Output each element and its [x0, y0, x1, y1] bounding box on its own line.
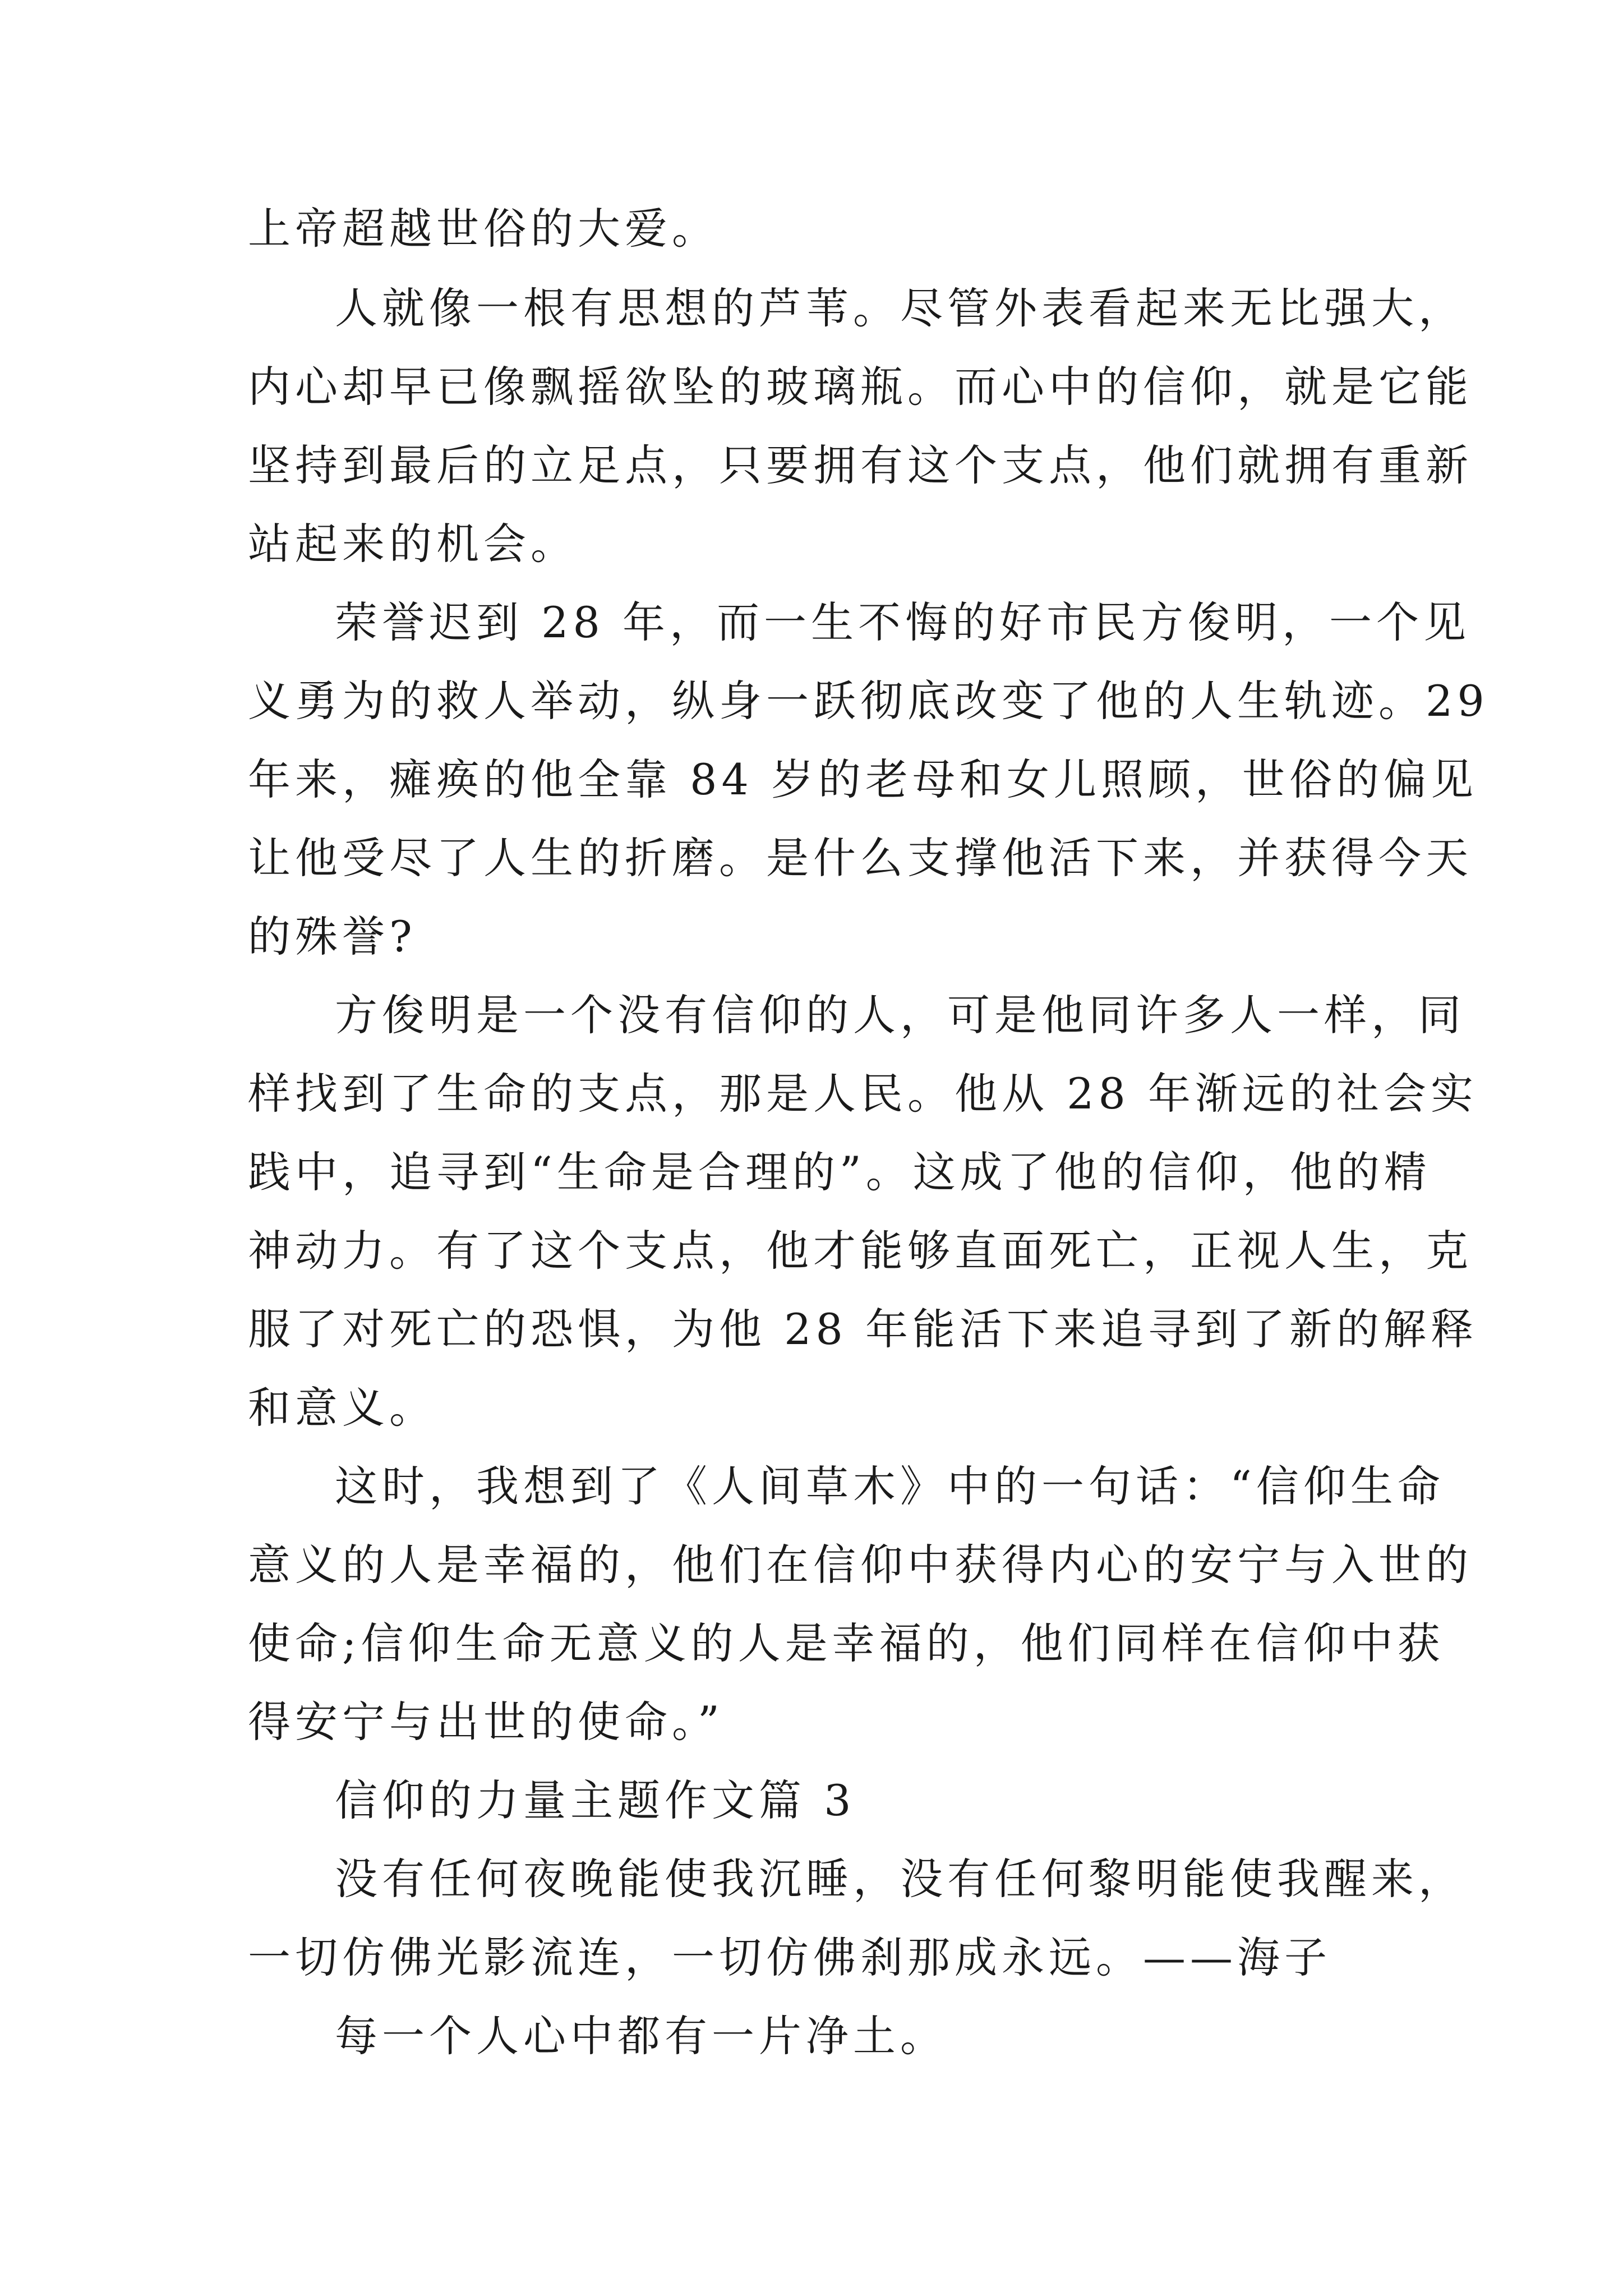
text-line: 使命;信仰生命无意义的人是幸福的，他们同样在信仰中获	[248, 1618, 1445, 1668]
text-line: 每一个人心中都有一片净土。	[335, 2011, 947, 2061]
text-line: 站起来的机会。	[248, 519, 578, 569]
text-line: 样找到了生命的支点，那是人民。他从 28 年渐远的社会实	[248, 1069, 1478, 1119]
text-line: 这时，我想到了《人间草木》中的一句话：“信仰生命	[335, 1461, 1445, 1511]
text-line: 意义的人是幸福的，他们在信仰中获得内心的安宁与入世的	[248, 1540, 1473, 1590]
text-line: 没有任何夜晚能使我沉睡，没有任何黎明能使我醒来，	[335, 1854, 1465, 1904]
text-line: 荣誉迟到 28 年，而一生不悔的好市民方俊明，一个见	[335, 597, 1471, 647]
text-line: 让他受尽了人生的折磨。是什么支撑他活下来，并获得今天	[248, 833, 1473, 883]
text-line: 方俊明是一个没有信仰的人，可是他同许多人一样，同	[335, 990, 1465, 1040]
text-line: 践中，追寻到“生命是合理的”。这成了他的信仰，他的精	[248, 1147, 1431, 1197]
text-line: 内心却早已像飘摇欲坠的玻璃瓶。而心中的信仰，就是它能	[248, 362, 1473, 412]
text-line: 服了对死亡的恐惧，为他 28 年能活下来追寻到了新的解释	[248, 1304, 1478, 1354]
text-line: 年来，瘫痪的他全靠 84 岁的老母和女儿照顾，世俗的偏见	[248, 754, 1478, 804]
text-line: 和意义。	[248, 1383, 436, 1433]
text-line: 神动力。有了这个支点，他才能够直面死亡，正视人生，克	[248, 1226, 1473, 1276]
text-line: 一切仿佛光影流连，一切仿佛刹那成永远。——海子	[248, 1932, 1331, 1982]
text-line: 义勇为的救人举动，纵身一跃彻底改变了他的人生轨迹。29	[248, 676, 1489, 726]
text-line: 得安宁与出世的使命。”	[248, 1697, 724, 1747]
text-line: 上帝超越世俗的大爱。	[248, 204, 719, 254]
section-heading: 信仰的力量主题作文篇 3	[335, 1775, 856, 1825]
text-line: 人就像一根有思想的芦苇。尽管外表看起来无比强大，	[335, 283, 1465, 333]
text-line: 的殊誉?	[248, 912, 417, 961]
text-line: 坚持到最后的立足点，只要拥有这个支点，他们就拥有重新	[248, 440, 1473, 490]
